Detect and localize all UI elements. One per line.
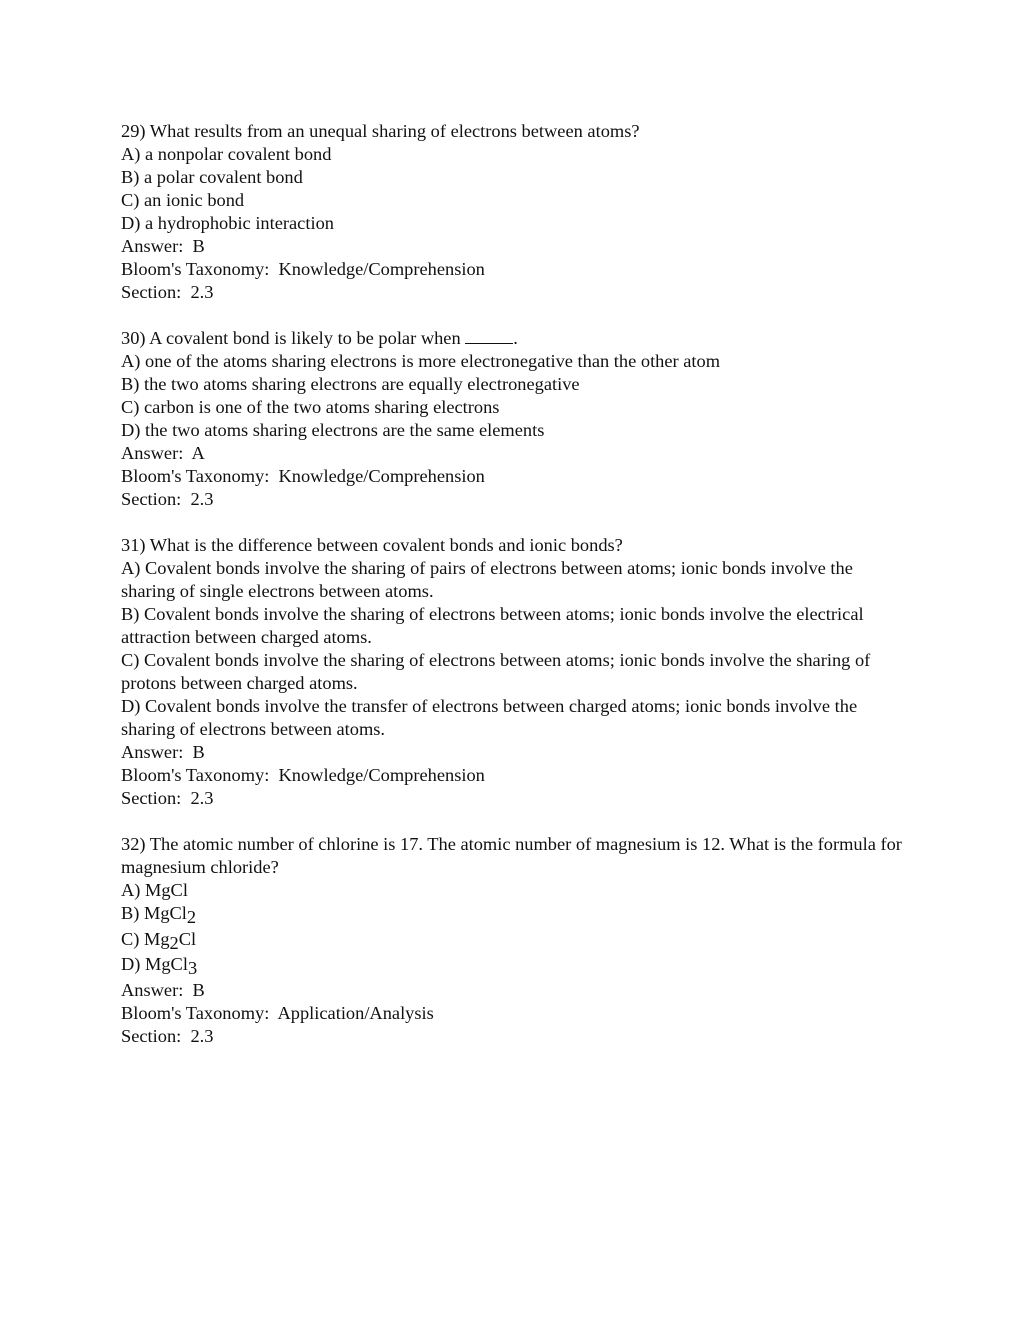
question-stem: 29) What results from an unequal sharing of electrons between atoms? [121,121,640,141]
option-c [121,928,911,954]
question-stem-end: . [513,328,518,348]
option-a [121,879,911,902]
option-c: C) Covalent bonds involve the sharing of electrons between atoms; ionic bonds involve the sharing of protons between charged atoms. [121,650,875,693]
question-stem: 32) The atomic number of chlorine is 17. The atomic number of magnesium is 12. What is the formula for magnesium chloride? [121,834,907,877]
section: Section: 2.3 [121,788,214,808]
question-stem [121,327,911,350]
section: Section: 2.3 [121,1025,214,1046]
option-formula: A) MgCl [121,880,188,900]
question-31 [121,534,911,810]
blooms-taxonomy: Bloom's Taxonomy: Application/Analysis [121,1002,434,1023]
option-d: D) a hydrophobic interaction [121,213,334,233]
option-subscript: 2 [169,932,179,953]
answer: Answer: B [121,979,205,1000]
question-stem: 31) What is the difference between covalent bonds and ionic bonds? [121,535,623,555]
option-a: A) Covalent bonds involve the sharing of pairs of electrons between atoms; ionic bonds involve the sharing of single electrons between atoms. [121,558,858,601]
option-a: A) a nonpolar covalent bond [121,144,332,164]
option-c: C) carbon is one of the two atoms sharing electrons [121,397,500,417]
blooms-taxonomy: Bloom's Taxonomy: Knowledge/Comprehension [121,765,485,785]
option-formula-suffix: Cl [178,928,197,949]
option-formula: C) Mg [121,928,170,949]
document-page [121,120,911,1071]
section: Section: 2.3 [121,489,214,509]
question-stem-start: 30) A covalent bond is likely to be polar when [121,328,466,348]
section: Section: 2.3 [121,282,214,302]
question-32 [121,833,911,1048]
answer-blank [465,328,513,344]
option-subscript: 3 [187,958,198,978]
answer: Answer: A [121,443,205,463]
option-subscript: 2 [186,907,197,927]
option-c: C) an ionic bond [121,190,245,210]
option-formula: B) MgCl [121,903,187,923]
option-d: D) Covalent bonds involve the transfer of electrons between charged atoms; ionic bonds involve the sharing of electrons between atoms. [121,696,862,739]
blooms-taxonomy: Bloom's Taxonomy: Knowledge/Comprehension [121,466,485,486]
option-b: B) Covalent bonds involve the sharing of electrons between atoms; ionic bonds involve the electrical attraction between charged atoms. [121,604,869,647]
blooms-taxonomy: Bloom's Taxonomy: Knowledge/Comprehension [121,259,485,279]
answer: Answer: B [121,236,205,256]
option-formula: D) MgCl [121,954,188,974]
option-b: B) the two atoms sharing electrons are equally electronegative [121,374,580,394]
option-d: D) the two atoms sharing electrons are the same elements [121,420,545,440]
answer: Answer: B [121,742,205,762]
option-b [121,902,911,928]
option-a: A) one of the atoms sharing electrons is more electronegative than the other atom [121,351,721,371]
option-d [121,953,911,979]
option-b: B) a polar covalent bond [121,167,303,187]
question-30 [121,327,911,511]
question-29 [121,120,911,304]
